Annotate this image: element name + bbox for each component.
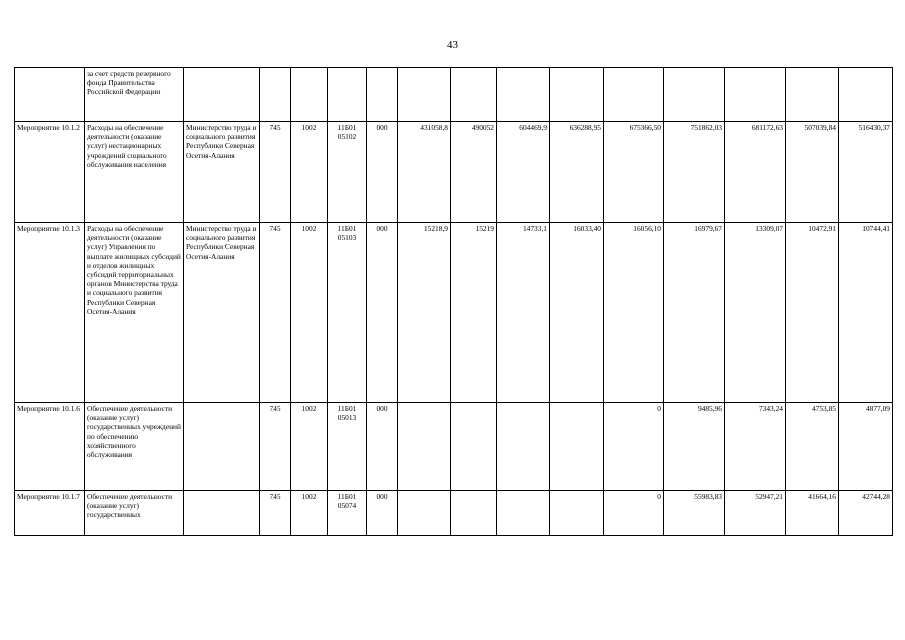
value-cell: 431058,8 [398, 122, 451, 223]
table-row [15, 122, 893, 223]
csr-cell [328, 68, 367, 122]
value-cell: 681172,63 [725, 122, 786, 223]
vr-cell [367, 68, 398, 122]
value-cell [786, 68, 839, 122]
value-cell: 15219 [451, 223, 497, 403]
table-row [15, 403, 893, 491]
grbs-cell: 745 [260, 122, 291, 223]
value-cell: 14733,1 [497, 223, 550, 403]
event-cell [15, 68, 85, 122]
vr-cell: 000 [367, 491, 398, 536]
value-cell: 16033,40 [550, 223, 604, 403]
grbs-cell: 745 [260, 403, 291, 491]
rzpr-cell [291, 68, 328, 122]
value-cell [398, 68, 451, 122]
grbs-cell: 745 [260, 491, 291, 536]
value-cell: 516430,37 [839, 122, 893, 223]
value-cell [398, 491, 451, 536]
value-cell: 0 [604, 403, 664, 491]
vr-cell: 000 [367, 403, 398, 491]
value-cell [725, 68, 786, 122]
description-cell: Расходы на обеспечение деятельности (оказание услуг) Управления по выплате жилищных субсидий и отделов жилищных субсидий территориальных органов Министерства труда и социального развития Республики Северная Осетия-Алания [85, 223, 184, 403]
value-cell [451, 68, 497, 122]
csr-cell: 11Б01 05074 [328, 491, 367, 536]
value-cell: 604469,9 [497, 122, 550, 223]
value-cell: 636288,95 [550, 122, 604, 223]
value-cell [451, 403, 497, 491]
csr-cell: 11Б01 05102 [328, 122, 367, 223]
value-cell: 42744,28 [839, 491, 893, 536]
executor-cell [184, 491, 260, 536]
value-cell: 10744,41 [839, 223, 893, 403]
grbs-cell [260, 68, 291, 122]
value-cell [550, 491, 604, 536]
executor-cell: Министерство труда и социального развития Республики Северная Осетия-Алания [184, 122, 260, 223]
event-cell: Мероприятие 10.1.3 [15, 223, 85, 403]
value-cell [497, 491, 550, 536]
rzpr-cell: 1002 [291, 223, 328, 403]
description-cell: за счет средств резервного фонда Правительства Российской Федерации [85, 68, 184, 122]
vr-cell: 000 [367, 122, 398, 223]
table-row [15, 491, 893, 536]
value-cell: 9485,96 [664, 403, 725, 491]
budget-table [14, 67, 893, 536]
value-cell [839, 68, 893, 122]
value-cell: 41664,16 [786, 491, 839, 536]
value-cell: 52947,21 [725, 491, 786, 536]
value-cell: 4877,09 [839, 403, 893, 491]
executor-cell: Министерство труда и социального развития Республики Северная Осетия-Алания [184, 223, 260, 403]
rzpr-cell: 1002 [291, 403, 328, 491]
description-cell: Обеспечение деятельности (оказание услуг) государственных учреждений по обеспечению хозяйственного обслуживания [85, 403, 184, 491]
value-cell [604, 68, 664, 122]
page-number: 43 [447, 39, 458, 51]
value-cell: 507039,84 [786, 122, 839, 223]
value-cell: 15218,9 [398, 223, 451, 403]
description-cell: Обеспечение деятельности (оказание услуг) государственных [85, 491, 184, 536]
grbs-cell: 745 [260, 223, 291, 403]
value-cell [451, 491, 497, 536]
table-row [15, 223, 893, 403]
value-cell [497, 68, 550, 122]
event-cell: Мероприятие 10.1.6 [15, 403, 85, 491]
csr-cell: 11Б01 05013 [328, 403, 367, 491]
value-cell: 16979,67 [664, 223, 725, 403]
value-cell: 55983,83 [664, 491, 725, 536]
value-cell: 675366,50 [604, 122, 664, 223]
value-cell: 0 [604, 491, 664, 536]
value-cell: 10472,91 [786, 223, 839, 403]
vr-cell: 000 [367, 223, 398, 403]
value-cell [550, 68, 604, 122]
value-cell [550, 403, 604, 491]
table-row [15, 68, 893, 122]
value-cell [398, 403, 451, 491]
rzpr-cell: 1002 [291, 491, 328, 536]
value-cell: 7343,24 [725, 403, 786, 491]
description-cell: Расходы на обеспечение деятельности (оказание услуг) нестационарных учреждений социального обслуживания населения [85, 122, 184, 223]
table-body [15, 68, 893, 536]
value-cell: 4753,85 [786, 403, 839, 491]
csr-cell: 11Б01 05103 [328, 223, 367, 403]
executor-cell [184, 403, 260, 491]
value-cell [497, 403, 550, 491]
value-cell [664, 68, 725, 122]
value-cell: 490052 [451, 122, 497, 223]
rzpr-cell: 1002 [291, 122, 328, 223]
value-cell: 13309,07 [725, 223, 786, 403]
event-cell: Мероприятие 10.1.7 [15, 491, 85, 536]
value-cell: 751862,03 [664, 122, 725, 223]
value-cell: 16056,10 [604, 223, 664, 403]
event-cell: Мероприятие 10.1.2 [15, 122, 85, 223]
executor-cell [184, 68, 260, 122]
